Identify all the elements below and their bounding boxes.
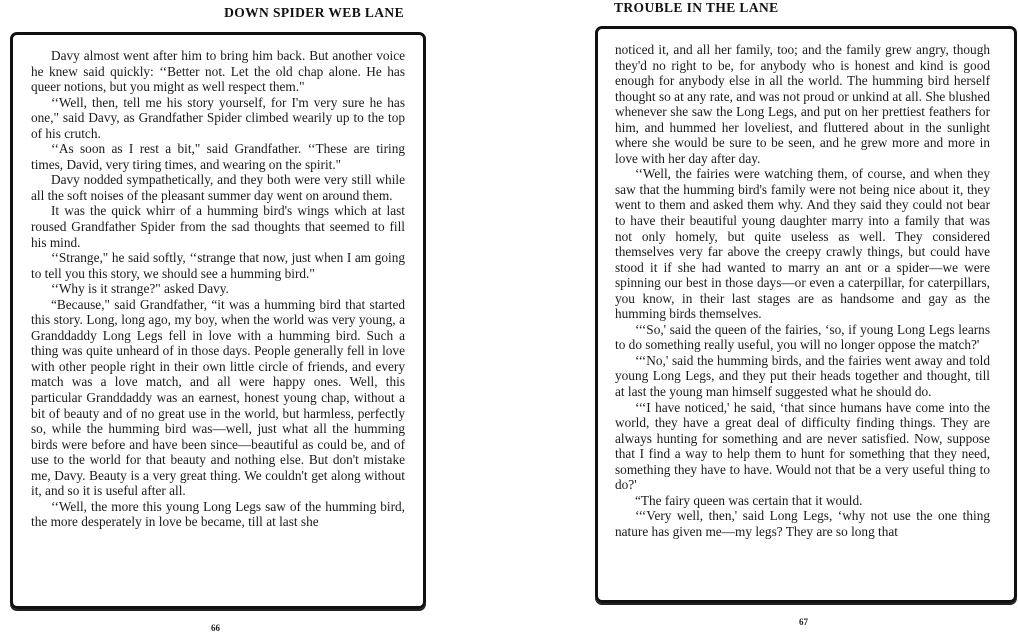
paragraph: Davy nodded sympathetically, and they both were very still while all the soft noises of the pleasant summer day went on around them. <box>31 172 405 203</box>
paragraph: “Because," said Grandfather, “it was a humming bird that started this story. Long, long ago, my boy, when the world was very young, a Granddaddy Long Legs fell in love with a humming bird. Such a thing was quite unheard of in those days. People generally fell in love with other people right in their own little circle of friends, and every match was a love match, and all were happy ones. Well, this particular Granddaddy was an earnest, honest young chap, without a bit of beauty and of no great use in the world, but harmless, perfectly so, while the humming bird was—well, just what all the humming birds were before and have been since—beautiful as could be, and of use to the world for that beauty and nothing else. But don't mistake me, Davy. Beauty is a very great thing. We couldn't get along without it, and so it is useful after all. <box>31 296 405 499</box>
page-number: 67 <box>799 617 808 627</box>
paragraph: noticed it, and all her family, too; and the family grew angry, though they'd no right to be, for anybody who is honest and kind is good enough for anybody else in all the world. The humming bird herself thought so at any rate, and was not proud or unkind at all. She blushed whenever she saw the Long Legs, and put on her prettiest feathers for him, and hummed her loveliest, and fluttered about in the sunlight where she would be sure to be seen, and he grew more and more in love with her day after day. <box>615 42 990 166</box>
paragraph: ‘‘Well, then, tell me his story yourself, for I'm very sure he has one," said Davy, as Grandfather Spider climbed wearily up to the top of his crutch. <box>31 94 405 141</box>
paragraph: ‘‘Strange," he said softly, ‘‘strange that now, just when I am going to tell you this story, we should see a humming bird." <box>31 250 405 281</box>
running-head: DOWN SPIDER WEB LANE <box>224 5 404 20</box>
paragraph: It was the quick whirr of a humming bird's wings which at last roused Grandfather Spider from the sad thoughts that seemed to fill his mind. <box>31 203 405 250</box>
paragraph: ‘‘‘No,' said the humming birds, and the fairies went away and told young Long Legs, and they put their heads together and thought, till at last the young man himself suggested what he should do. <box>615 352 990 400</box>
running-head: TROUBLE IN THE LANE <box>614 0 779 15</box>
paragraph: ‘‘Why is it strange?" asked Davy. <box>51 281 229 297</box>
paragraph: “The fairy queen was certain that it would. <box>635 492 863 508</box>
body-text <box>615 42 990 540</box>
paragraph: ‘‘As soon as I rest a bit," said Grandfather. ‘‘These are tiring times, David, very tiring times, and wearing on the spirit." <box>31 141 405 172</box>
paragraph: ‘‘Well, the fairies were watching them, of course, and when they saw that the humming bird's family were not being nice about it, they went to them and asked them why. And they said they could not bear to have their beautiful young daughter marry into a family that was not only homely, but quite useless as well. They considered themselves very far above the creepy crawly things, but could have stood it if she had wanted to marry an ant or a spider—we were spinning our best in those days—or even a caterpillar, for caterpillars, you know, in their last stages are as handsome and gay as the humming birds themselves. <box>615 166 990 322</box>
paragraph: ‘‘‘I have noticed,' he said, ‘that since humans have come into the world, they have a great deal of difficulty finding things. They are always hunting for something and are never satisfied. Now, suppose that I find a way to help them to hunt for something that they need, something they have to have. Would not that be a very useful thing to do?' <box>615 399 990 493</box>
right-page <box>509 0 1018 634</box>
paragraph: Davy almost went after him to bring him back. But another voice he knew said quickly: ‘‘Better not. Let the old chap alone. He has queer notions, but you might as well respect them." <box>31 48 405 95</box>
body-text <box>31 48 405 530</box>
paragraph: ‘‘Well, the more this young Long Legs saw of the humming bird, the more desperately in love be became, till at last she <box>31 498 405 530</box>
page-number: 66 <box>211 623 220 633</box>
paragraph: ‘‘‘So,' said the queen of the fairies, ‘so, if young Long Legs learns to do something really useful, you will no longer oppose the match?' <box>615 321 990 353</box>
paragraph: ‘‘‘Very well, then,' said Long Legs, ‘why not use the one thing nature has given me—my legs? They are so long that <box>615 508 990 539</box>
